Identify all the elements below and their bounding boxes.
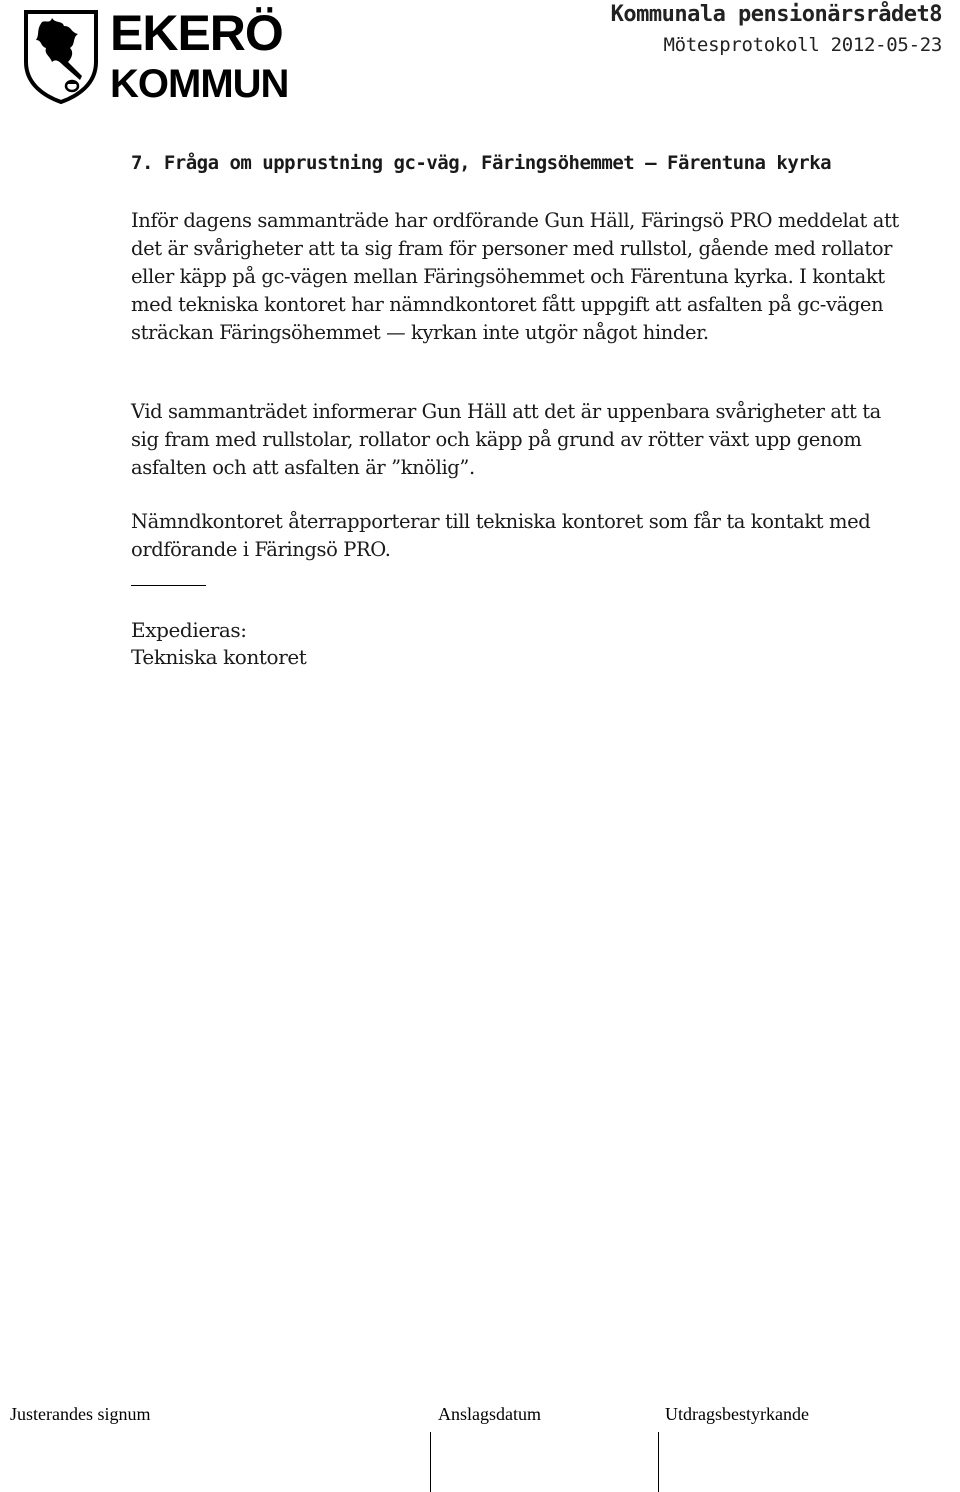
footer-posting-date-label: Anslagsdatum	[438, 1404, 541, 1424]
paragraph-1: Inför dagens sammanträde har ordförande Gun Häll, Färingsö PRO meddelat att det är svårigheter att ta sig fram för personer med rullstol, gående med rollator eller käpp på gc-vägen mellan Färingsöhemmet och Färentuna kyrka. I kontakt med tekniska kontoret har nämndkontoret fått uppgift att asfalten på gc-vägen sträckan Färingsöhemmet — kyrkan inte utgör något hinder.	[131, 209, 899, 344]
footer-divider	[430, 1432, 431, 1492]
municipality-logo	[22, 5, 289, 106]
footer-certified-copy-label: Utdragsbestyrkande	[665, 1404, 809, 1424]
logo-line-kommun: KOMMUN	[110, 62, 289, 106]
logo-line-ekero: EKERÖ	[110, 5, 283, 61]
page-number: 8	[929, 2, 942, 27]
section-title: 7. Fråga om upprustning gc-väg, Färingsöhemmet – Färentuna kyrka	[131, 152, 832, 174]
paragraph-3: Nämndkontoret återrapporterar till tekniska kontoret som får ta kontakt med ordförande i Färingsö PRO.	[131, 510, 871, 561]
organization-name: Kommunala pensionärsrådet	[610, 2, 930, 27]
footer-divider	[658, 1432, 659, 1492]
header-org	[611, 2, 942, 27]
section-divider	[131, 585, 206, 586]
distribution-label: Expedieras:	[131, 618, 247, 642]
footer-signature-label: Justerandes signum	[10, 1404, 151, 1424]
oak-leaf-crest-icon	[22, 8, 100, 104]
paragraph-2: Vid sammanträdet informerar Gun Häll att det är uppenbara svårigheter att ta sig fram med rullstolar, rollator och käpp på grund av rötter växt upp genom asfalten och att asfalten är ”knölig”.	[131, 400, 881, 479]
meeting-protocol-date: Mötesprotokoll 2012-05-23	[663, 34, 942, 56]
distribution-recipient: Tekniska kontoret	[131, 645, 307, 669]
